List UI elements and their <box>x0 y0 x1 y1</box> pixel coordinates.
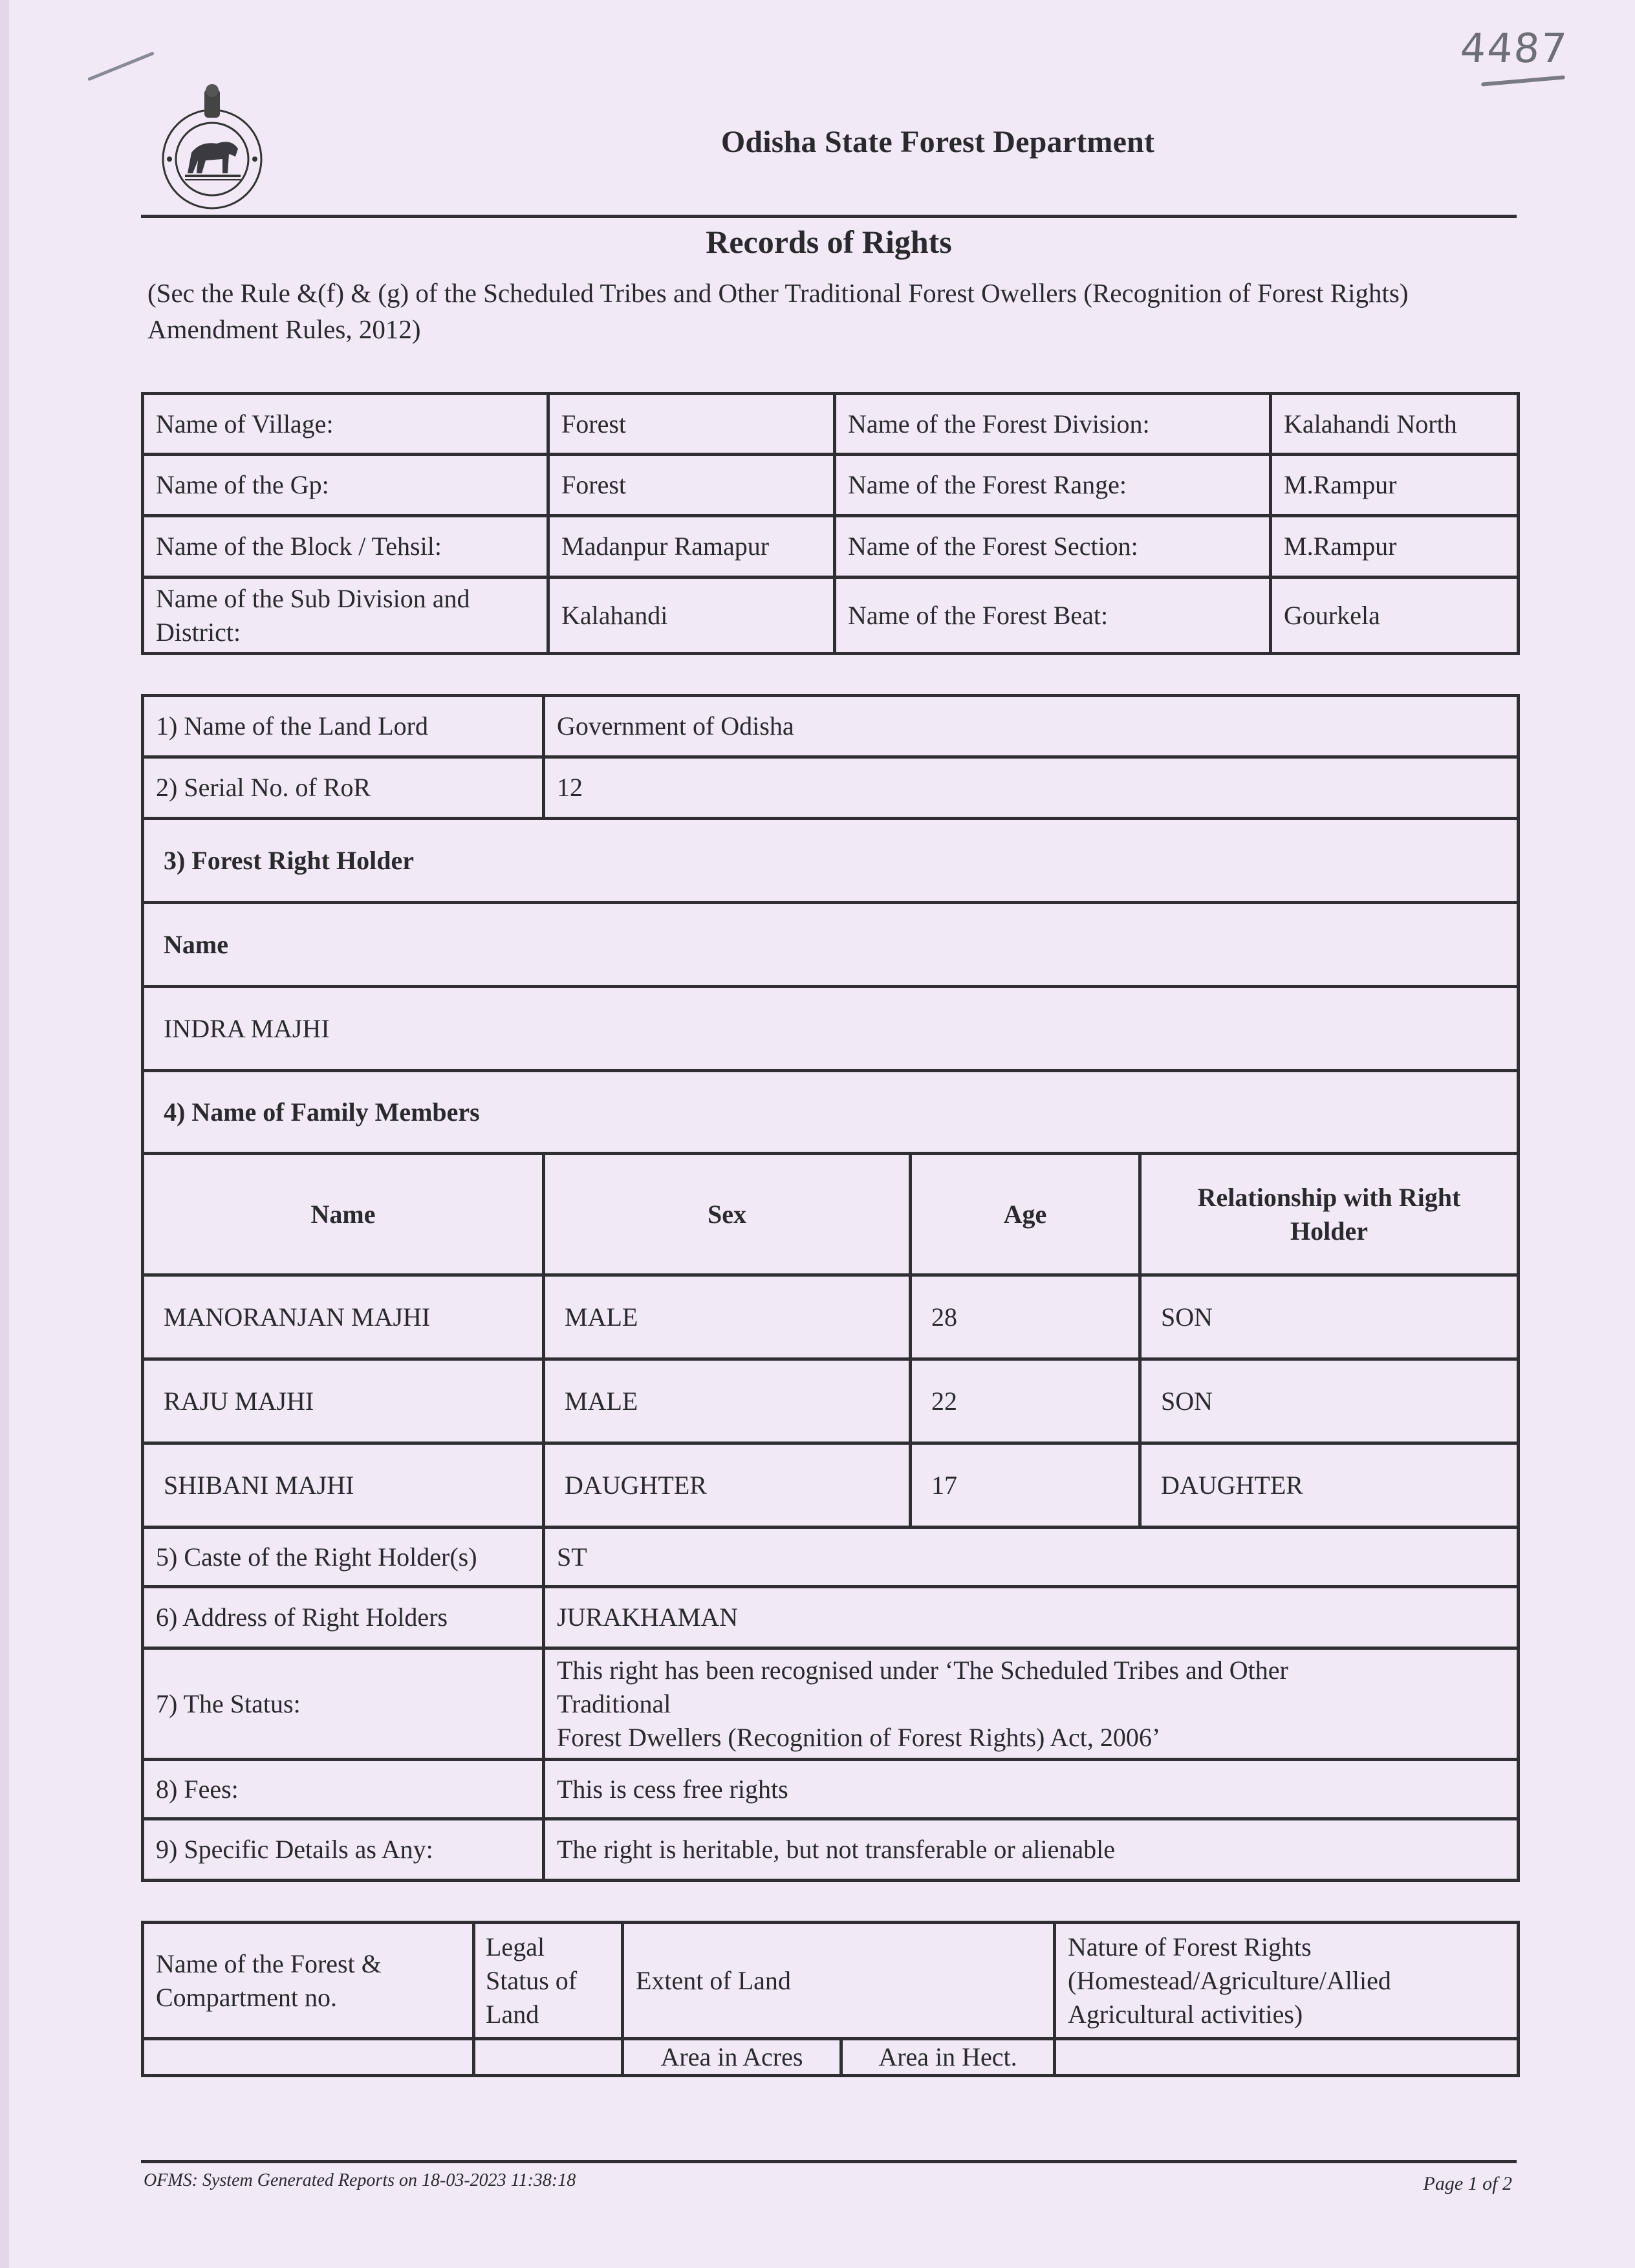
village-label: Name of Village: <box>143 394 548 455</box>
family-col-sex: Sex <box>544 1154 911 1275</box>
extent-of-land-header: Extent of Land <box>623 1923 1055 2039</box>
forest-division-label: Name of the Forest Division: <box>835 394 1271 455</box>
land-lord-label: 1) Name of the Land Lord <box>143 696 544 757</box>
serial-label: 2) Serial No. of RoR <box>143 757 544 819</box>
address-label: 6) Address of Right Holders <box>143 1587 544 1648</box>
specific-details-label: 9) Specific Details as Any: <box>143 1819 544 1881</box>
land-lord-value: Government of Odisha <box>544 696 1519 757</box>
location-table <box>141 392 1520 655</box>
holder-name-label: Name <box>143 903 1519 987</box>
holder-heading: 3) Forest Right Holder <box>143 819 1519 903</box>
location-row <box>143 394 1519 455</box>
family-heading: 4) Name of Family Members <box>143 1071 1519 1154</box>
family-header-row <box>143 1154 1519 1275</box>
gp-label: Name of the Gp: <box>143 455 548 516</box>
document-title: Records of Rights <box>706 224 952 260</box>
family-row <box>143 1275 1519 1359</box>
fees-label: 8) Fees: <box>143 1760 544 1819</box>
subdivision-value: Kalahandi <box>548 578 835 654</box>
gp-value: Forest <box>548 455 835 516</box>
status-line: Traditional <box>557 1689 671 1718</box>
family-row <box>143 1359 1519 1443</box>
forest-section-value: M.Rampur <box>1271 516 1519 578</box>
forest-section-label: Name of the Forest Section: <box>835 516 1271 578</box>
paper-edge <box>0 0 9 2268</box>
family-sex: DAUGHTER <box>544 1443 911 1528</box>
land-subheader-row <box>143 2039 1519 2076</box>
legal-status-header: Legal Status of Land <box>474 1923 623 2039</box>
family-name: RAJU MAJHI <box>143 1359 544 1443</box>
family-sex: MALE <box>544 1275 911 1359</box>
forest-division-value: Kalahandi North <box>1271 394 1519 455</box>
status-line: This right has been recognised under ‘The Scheduled Tribes and Other <box>557 1655 1288 1685</box>
location-row <box>143 455 1519 516</box>
status-value <box>544 1648 1519 1760</box>
caste-label: 5) Caste of the Right Holder(s) <box>143 1528 544 1587</box>
legal-status-cell <box>474 2039 623 2076</box>
family-name: MANORANJAN MAJHI <box>143 1275 544 1359</box>
details-table <box>141 694 1520 1882</box>
forest-beat-value: Gourkela <box>1271 578 1519 654</box>
block-value: Madanpur Ramapur <box>548 516 835 578</box>
document-subtitle: (Sec the Rule &(f) & (g) of the Scheduled Tribes and Other Traditional Forest Owellers (Recognition of Forest Rights) Amendment Rules, 2012) <box>147 278 1409 344</box>
family-relation: DAUGHTER <box>1140 1443 1519 1528</box>
status-label: 7) The Status: <box>143 1648 544 1760</box>
family-relation: SON <box>1140 1275 1519 1359</box>
header-divider <box>141 215 1517 218</box>
family-age: 17 <box>911 1443 1140 1528</box>
family-name: SHIBANI MAJHI <box>143 1443 544 1528</box>
area-hect-header: Area in Hect. <box>841 2039 1055 2076</box>
location-row <box>143 578 1519 654</box>
land-table <box>141 1921 1520 2077</box>
nature-of-rights-header: Nature of Forest Rights (Homestead/Agriculture/Allied Agricultural activities) <box>1055 1923 1519 2039</box>
family-age: 22 <box>911 1359 1140 1443</box>
address-value: JURAKHAMAN <box>544 1587 1519 1648</box>
subdivision-label: Name of the Sub Division and District: <box>143 578 548 654</box>
block-label: Name of the Block / Tehsil: <box>143 516 548 578</box>
handwritten-number: 4487 <box>1458 25 1570 72</box>
family-age: 28 <box>911 1275 1140 1359</box>
forest-compartment-cell <box>143 2039 474 2076</box>
forest-compartment-header: Name of the Forest & Compartment no. <box>143 1923 474 2039</box>
fees-value: This is cess free rights <box>544 1760 1519 1819</box>
village-value: Forest <box>548 394 835 455</box>
family-col-relation: Relationship with Right Holder <box>1140 1154 1519 1275</box>
status-line: Forest Dwellers (Recognition of Forest Rights) Act, 2006’ <box>557 1722 1161 1752</box>
land-header-row <box>143 1923 1519 2039</box>
nature-of-rights-cell <box>1055 2039 1519 2076</box>
footer-divider <box>141 2160 1517 2163</box>
forest-range-value: M.Rampur <box>1271 455 1519 516</box>
family-row <box>143 1443 1519 1528</box>
page-number: Page 1 of 2 <box>1423 2173 1512 2194</box>
holder-name: INDRA MAJHI <box>143 987 1519 1071</box>
specific-details-value: The right is heritable, but not transferable or alienable <box>544 1819 1519 1881</box>
handwritten-underline <box>1481 75 1565 86</box>
serial-value: 12 <box>544 757 1519 819</box>
family-col-name: Name <box>143 1154 544 1275</box>
caste-value: ST <box>544 1528 1519 1587</box>
footer-generated: OFMS: System Generated Reports on 18-03-2023 11:38:18 <box>144 2170 576 2190</box>
family-relation: SON <box>1140 1359 1519 1443</box>
area-acres-header: Area in Acres <box>623 2039 841 2076</box>
department-title: Odisha State Forest Department <box>720 125 1155 159</box>
family-sex: MALE <box>544 1359 911 1443</box>
location-row <box>143 516 1519 578</box>
forest-beat-label: Name of the Forest Beat: <box>835 578 1271 654</box>
staple-mark <box>87 52 155 81</box>
forest-range-label: Name of the Forest Range: <box>835 455 1271 516</box>
family-col-age: Age <box>911 1154 1140 1275</box>
